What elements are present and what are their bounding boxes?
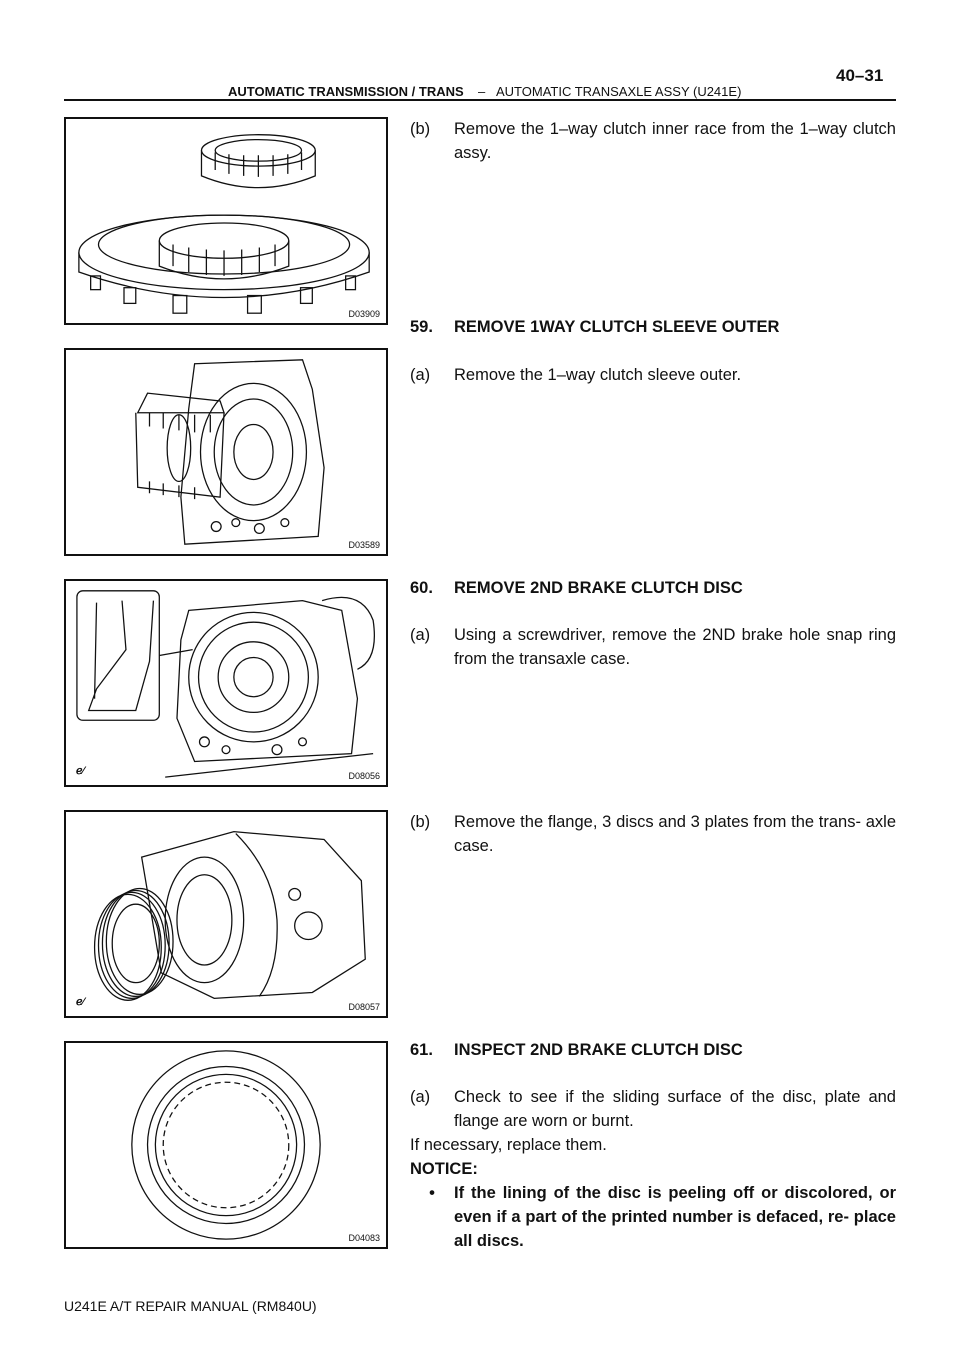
header-section: AUTOMATIC TRANSMISSION / TRANS (228, 84, 464, 99)
notice-block (410, 1133, 896, 1253)
step-text: Check to see if the sliding surface of the disc, plate and flange are worn or burnt. (454, 1088, 896, 1130)
tool-mark-icon: ℯ⁄ (76, 765, 85, 777)
footer-manual: U241E A/T REPAIR MANUAL (RM840U) (64, 1298, 317, 1314)
step-text: Remove the flange, 3 discs and 3 plates from the trans- axle case. (454, 813, 896, 855)
figure-code: D03909 (348, 309, 380, 319)
tool-mark-icon: ℯ⁄ (76, 996, 85, 1008)
figure-discs-removal (64, 810, 388, 1018)
step-text: Remove the 1–way clutch sleeve outer. (454, 366, 742, 384)
notice-label: NOTICE: (410, 1160, 478, 1178)
step-number: 59. (410, 318, 433, 336)
step-label: (a) (410, 1088, 431, 1106)
step-title: INSPECT 2ND BRAKE CLUTCH DISC (454, 1041, 743, 1059)
notice-text: If the lining of the disc is peeling off or discolored, or even if a part of the printed number is defaced, re- place all discs. (454, 1184, 896, 1250)
step-61-heading (410, 1041, 743, 1060)
step-title: REMOVE 2ND BRAKE CLUTCH DISC (454, 579, 743, 597)
figure-code: D04083 (348, 1233, 380, 1243)
header-rule (64, 99, 896, 101)
figure-inner-race (64, 117, 388, 325)
figure-brake-disc (64, 1041, 388, 1249)
page-number: 40–31 (836, 66, 884, 85)
step-text: Remove the 1–way clutch inner race from the 1–way clutch assy. (454, 120, 896, 162)
figure-sleeve-outer (64, 348, 388, 556)
step-text: Using a screwdriver, remove the 2ND brake hole snap ring from the transaxle case. (454, 626, 896, 668)
sleeve-outer-illustration (66, 350, 386, 554)
step-note: If necessary, replace them. (410, 1136, 607, 1154)
figure-code: D08056 (348, 771, 380, 781)
step-label: (b) (410, 813, 431, 831)
bullet-icon: • (429, 1184, 435, 1202)
header-subsection: AUTOMATIC TRANSAXLE ASSY (U241E) (496, 84, 742, 99)
step-label: (a) (410, 626, 431, 644)
step-number: 60. (410, 579, 433, 597)
step-59-heading (410, 318, 779, 337)
snap-ring-illustration (66, 581, 386, 785)
figure-code: D03589 (348, 540, 380, 550)
inner-race-illustration (66, 119, 386, 323)
brake-disc-illustration (66, 1043, 386, 1247)
step-60-heading (410, 579, 743, 598)
discs-removal-illustration (66, 812, 386, 1016)
step-61a (410, 1085, 896, 1133)
figure-code: D08057 (348, 1002, 380, 1012)
step-label: (a) (410, 366, 431, 384)
header-separator: – (478, 84, 486, 99)
step-60b (410, 810, 896, 858)
step-label: (b) (410, 120, 431, 138)
step-number: 61. (410, 1041, 433, 1059)
step-59a (410, 363, 896, 387)
step-60a (410, 623, 896, 671)
step-title: REMOVE 1WAY CLUTCH SLEEVE OUTER (454, 318, 780, 336)
figure-snap-ring (64, 579, 388, 787)
step-58b (410, 117, 896, 165)
